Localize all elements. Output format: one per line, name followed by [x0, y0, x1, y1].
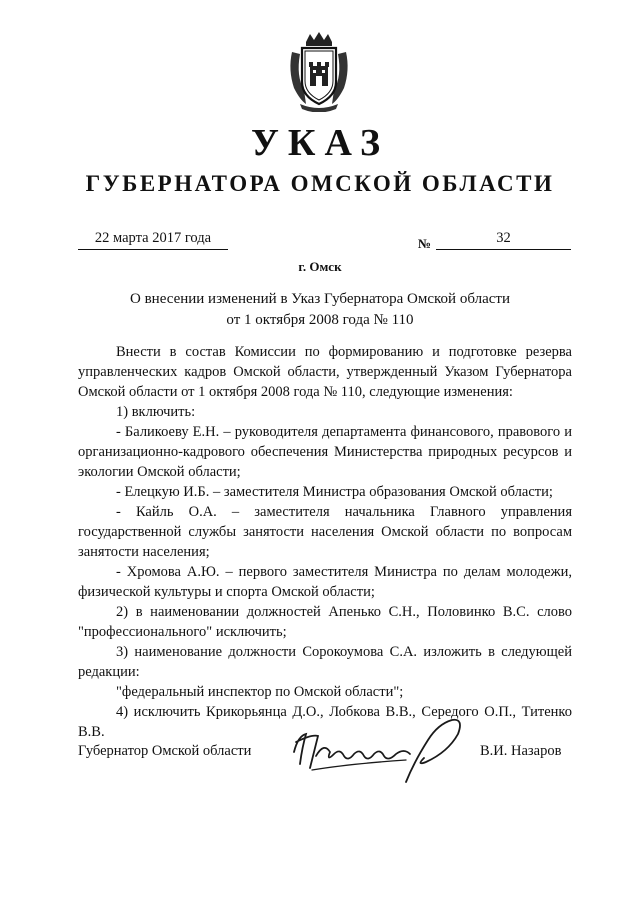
handwritten-signature: [288, 712, 470, 790]
decree-body: [78, 342, 572, 742]
item-2: 2) в наименовании должностей Апенько С.Н., Половинко В.С. слово "профессионального" исключить;: [78, 604, 572, 640]
item-1-b: - Елецкую И.Б. – заместителя Министра образования Омской области;: [116, 484, 553, 500]
signatory-position: Губернатор Омской области: [78, 743, 252, 759]
item-1-c: - Кайль О.А. – заместителя начальника Главного управления государственной службы занятости населения Омской области по вопросам занятости населения;: [78, 504, 572, 560]
subject-line-2: от 1 октября 2008 года № 110: [226, 312, 414, 328]
city: г. Омск: [298, 259, 342, 274]
item-3-text: "федеральный инспектор по Омской области";: [116, 684, 404, 700]
number-underline: [436, 249, 571, 250]
body-intro: Внести в состав Комиссии по формированию и подготовке резерва управленческих кадров Омской области, утвержденный Указом Губернатора Омской области от 1 октября 2008 года № 110, следующие изменения:: [78, 344, 572, 400]
item-1-d: - Хромова А.Ю. – первого заместителя Министра по делам молодежи, физической культуры и спорта Омской области;: [78, 564, 572, 600]
decree-subject: [90, 289, 550, 331]
item-1-a: - Баликоеву Е.Н. – руководителя департамента финансового, правового и организационно-кадрового обеспечения Министерства природных ресурсов и экологии Омской области;: [78, 424, 572, 480]
document-type-title: УКАЗ: [251, 122, 389, 164]
decree-date: 22 марта 2017 года: [94, 230, 212, 246]
item-3: 3) наименование должности Сорокоумова С.А. изложить в следующей редакции:: [78, 644, 572, 680]
item-1: 1) включить:: [116, 404, 196, 420]
number-label: №: [418, 236, 432, 251]
issuer-title: ГУБЕРНАТОРА ОМСКОЙ ОБЛАСТИ: [85, 171, 555, 196]
date-underline: [78, 249, 228, 250]
coat-of-arms-emblem: [286, 30, 352, 112]
item-4: 4) исключить Крикорьянца Д.О., Лобкова В.В., Середого О.П., Титенко В.В.: [78, 704, 572, 740]
decree-number: 32: [496, 230, 511, 246]
subject-line-1: О внесении изменений в Указ Губернатора Омской области: [130, 291, 510, 307]
signatory-name: В.И. Назаров: [480, 743, 562, 759]
